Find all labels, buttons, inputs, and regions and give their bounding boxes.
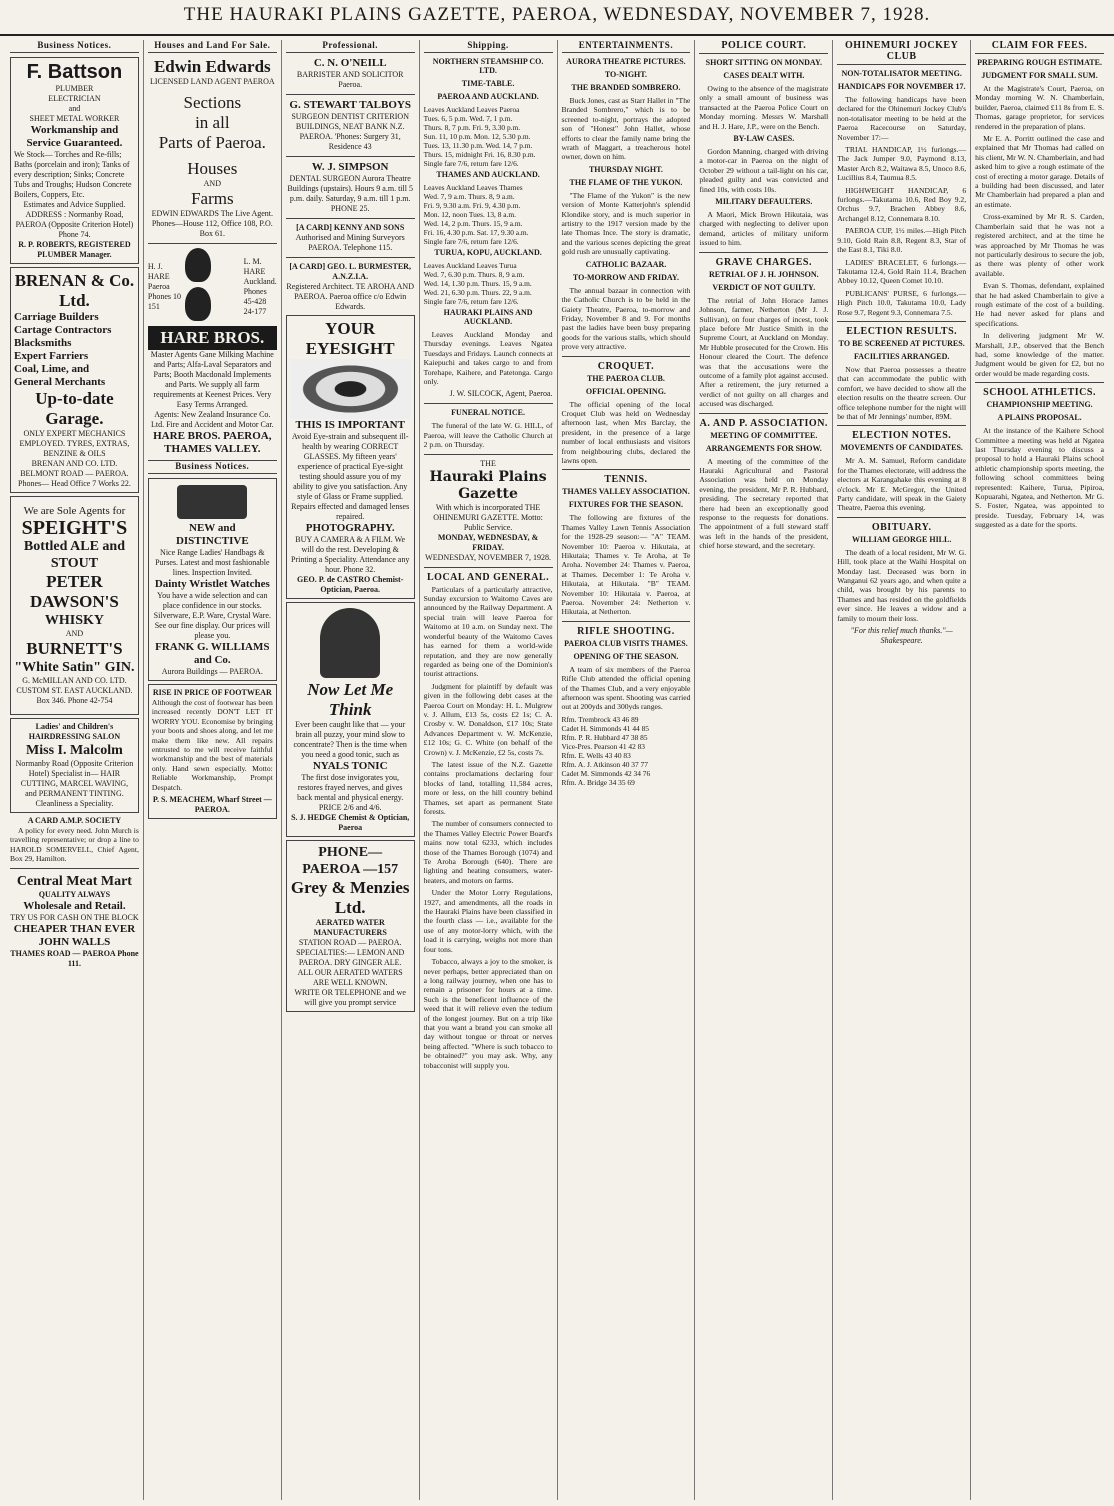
divider [424, 403, 553, 404]
battson-address: ADDRESS : Normanby Road, PAEROA (Opposite Criterion Hotel) Phone 74. [15, 210, 134, 239]
article-paragraph: In delivering judgment Mr W. Marshall, J.P., observed that the Bench had, some knowledge of the matter. Judgment would be given for £2, but no order would be made regarding costs. [975, 331, 1104, 378]
military-text: A Maori, Mick Brown Hikutaia, was charged with neglecting to deliver upon demand, articles of military uniform issued to him. [699, 210, 829, 248]
shipping-company: NORTHERN STEAMSHIP CO. LTD. [432, 57, 544, 75]
meat-quality: QUALITY ALWAYS [38, 889, 111, 899]
ap-title: A. AND P. ASSOCIATION. [699, 417, 828, 429]
divider [286, 94, 415, 95]
column-2 [144, 40, 282, 1500]
article-paragraph: TRIAL HANDICAP, 1½ furlongs.—The Jack Jumper 9.0, Paymond 8.13, Master Arch 8.2, Waitawa 8.5, Unoco 8.6, Lucillius 8.4, Taumua 8.5. [837, 145, 967, 183]
battson-stock: We Stock— Torches and Re-fills; Baths (porcelain and iron); Tanks of every description; Sinks; Concrete Tubs and Troughs; Hudson Concrete Boilers, Coppers, Etc. [14, 150, 132, 199]
mcmillan-address: G. McMILLAN AND CO. LTD. CUSTOM ST. EAST AUCKLAND. Box 346. Phone 42-754 [16, 676, 133, 705]
timetable-row: Tues. 6, 5 p.m. Wed. 7, 1 p.m. [423, 114, 513, 123]
column-4 [420, 40, 558, 1500]
article-paragraph: The number of consumers connected to the Thames Valley Electric Power Board's mains now total 6233, which includes those of the Thames Borough (1074) and Te Aroha Borough (640). There are lighting and heating consumers, water-heaters, and motors on farms. [423, 819, 553, 885]
grey-menzies-ad [286, 840, 415, 1012]
score-row: Rfm. Trembrock 43 46 89 [561, 714, 639, 724]
footwear-ad [148, 684, 277, 819]
aerated-title: AERATED WATER MANUFACTURERS [313, 918, 387, 937]
divider [837, 425, 966, 426]
meat-wholesale: Wholesale and Retail. [23, 899, 126, 912]
write-note: WRITE OR TELEPHONE and we will give you prompt service [294, 988, 406, 1007]
score-row: Cadet H. Simmonds 41 44 85 [561, 723, 649, 733]
meat-cheaper: CHEAPER THAN EVER JOHN WALLS [13, 922, 136, 948]
salon-ad [10, 718, 139, 813]
garage-title: Up-to-date Garage. [35, 389, 114, 428]
grave-text: The retrial of John Horace James Johnson, farmer, Netherton (Mr J. J. Sullivan), on four charges of incest, took place before Mr Justice Smith in the Supreme Court, at Auckland on Monday. Mr Hubble prosecuted for the Crown. His Honour cleared the Court. The defence was that the accusations were the outcome of a family plot against accused. After a retirement, the jury returned a verdict of not guilty on all charges and accused was discharged. [699, 295, 829, 409]
think-text: Ever been caught like that — your brain all puzzy, your mind slow to concentrate? Then is the time when you need a good tonic, such as [293, 720, 407, 759]
williams-address: Aurora Buildings — PAEROA. [161, 667, 263, 676]
ta-timetable [424, 183, 553, 246]
timetable-row: Wed. 7, 9 a.m. Thurs. 8, 9 a.m. [423, 192, 515, 201]
timetable-row: Wed. 14, 2 p.m. Thurs. 15, 9 a.m. [423, 219, 523, 228]
jockey-body [837, 95, 966, 317]
brenan-name: BRENAN & Co. Ltd. [14, 271, 135, 310]
hp-agent: J. W. SILCOCK, Agent, Paeroa. [449, 389, 553, 399]
edwards-address: EDWIN EDWARDS The Live Agent. Phones—House 112, Office 108, P.O. Box 61. [151, 209, 273, 238]
burmester-title: Registered Architect. TE AROHA AND PAEROA. Paeroa office c/o Edwin Edwards. [286, 282, 414, 311]
grave-title: GRAVE CHARGES. [715, 256, 812, 268]
bazaar-sub: TO-MORROW AND FRIDAY. [572, 272, 679, 282]
article-paragraph: PAEROA CUP, 1½ miles.—High Pitch 9.10, Gold Rain 8.8, Regent 8.3, Star of the East 8.1, Tiki 8.0. [837, 226, 967, 255]
battson-ad [10, 57, 139, 264]
hare-agents: Agents: New Zealand Insurance Co. Ltd. Fire and Accident and Motor Car. [150, 410, 274, 429]
croquet-opening: OFFICIAL OPENING. [585, 386, 666, 396]
hare-right: L. M. HARE Auckland. Phones 45-428 24-177 [243, 257, 277, 316]
burnett-name: BURNETT'S [26, 639, 123, 658]
eye-icon [290, 359, 411, 419]
ap-text: A meeting of the committee of the Hauraki Agricultural and Pastoral Association was held on Monday evening, the president, Mr P. R. Hubbard, presiding. The secretary reported that there had been an exceptionally good response to the requests for donations. The appointment of a full steward staff was left in the hands of the president, chief horse steward, and the secretary. [699, 456, 829, 551]
tennis-sub: THAMES VALLEY ASSOCIATION. [562, 487, 690, 497]
oneill-title: BARRISTER AND SOLICITOR Paeroa. [296, 70, 404, 89]
column-heading: ENTERTAINMENTS. [562, 40, 691, 53]
election-results-facilities: FACILITIES ARRANGED. [853, 351, 950, 361]
footwear-text: Although the cost of footwear has been increased recently DON'T LET IT WORRY YOU. Economise by bringing your boots and shoes along, and let me make them like new. All repairs entrusted to me will receive faithful workmanship and the best of materials only. Hand sewn especially. Motto: Reliable Workmanship, Prompt Despatch. [151, 698, 273, 792]
police-cases: CASES DEALT WITH. [723, 71, 805, 80]
specialties: SPECIALTIES:— LEMON AND PAEROA. DRY GINGER ALE. [296, 948, 405, 967]
amp-ad [10, 816, 139, 864]
phone-line: PHONE—PAEROA —157 [302, 845, 399, 877]
burmester-name: [A CARD] GEO. L. BURMESTER, A.N.Z.I.A. [289, 262, 411, 281]
ap-sub: MEETING OF COMMITTEE. [710, 430, 818, 440]
rifle-scores [562, 715, 691, 787]
score-row: Rfm. A. Bridge 34 35 69 [561, 777, 635, 787]
tk-title: TURUA, KOPU, AUCKLAND. [434, 248, 542, 257]
jockey-handicaps: HANDICAPS FOR NOVEMBER 17. [837, 82, 966, 91]
obituary-title: OBITUARY. [871, 521, 932, 533]
hare-icon [185, 248, 211, 282]
divider [424, 454, 553, 455]
score-row: Rfm. P. R. Hubbard 47 38 85 [561, 732, 648, 742]
battson-trade: PLUMBER ELECTRICIAN and SHEET METAL WORKER [29, 84, 120, 123]
timetable-row: Wed. 7, 6.30 p.m. Thurs. 8, 9 a.m. [423, 270, 525, 279]
timetable-row: Leaves Auckland Leaves Turua [423, 261, 517, 270]
timetable-row: Sun. 11, 10 p.m. Mon. 12, 5.30 p.m. [423, 132, 531, 141]
aerated-note: ALL OUR AERATED WATERS ARE WELL KNOWN. [297, 968, 403, 987]
score-row: Rfm. A. J. Atkinson 40 37 77 [561, 759, 648, 769]
election-notes-sub: MOVEMENTS OF CANDIDATES. [840, 443, 963, 453]
new-text: Nice Range Ladies' Handbags & Purses. Latest and most fashionable lines. Inspection Invited. [155, 548, 270, 577]
divider [424, 567, 553, 568]
dawson-name: PETER DAWSON'S [30, 572, 119, 611]
score-row: Cadet M. Simmonds 42 34 76 [561, 768, 651, 778]
tennis-text: The following are fixtures of the Thames Valley Lawn Tennis Association for the 1928-29 season:— "A" TEAM. November 10: Paeroa v. Hikutaia, at Hikutaia; Thames v. Te Aroha, at Te Aroha. November 24: Thames v. Paeroa, at Thames. December 1: Te Aroha v. Hikutaia, at Hikutaia. "B" TEAM. November 10: Hikutaia v. Paeroa, at Paeroa. November 24: Netherton v. Hikutaia, at Netherton. [561, 513, 691, 617]
divider [837, 517, 966, 518]
column-5 [558, 40, 696, 1500]
obituary-quote: "For this relief much thanks."—Shakespeare. [850, 626, 953, 646]
bylaw-text: Gordon Manning, charged with driving a motor-car in Paeroa on the night of October 29 without a tail-light on his car, pleaded guilty and was convicted and fined 10s, with costs 10s. [699, 147, 829, 194]
whisky-label: WHISKY [44, 613, 104, 628]
hare-icon [185, 287, 211, 321]
column-8 [971, 40, 1108, 1500]
kenny-title: Authorised and Mining Surveyors PAEROA. Telephone 115. [295, 233, 405, 252]
tennis-fixtures: FIXTURES FOR THE SEASON. [568, 500, 683, 510]
timetable-row: Leaves Auckland Leaves Paeroa [423, 105, 520, 114]
simpson-title: DENTAL SURGEON Aurora Theatre Buildings (upstairs). Hours 9 a.m. till 5 p.m. daily. Saturday, 9 a.m. till 1 p.m. PHONE 25. [287, 174, 413, 213]
column-6 [695, 40, 833, 1500]
divider [975, 382, 1104, 383]
rifle-title: RIFLE SHOOTING. [577, 625, 675, 637]
speights-ale: Bottled ALE and STOUT [23, 539, 125, 571]
column-heading: Houses and Land For Sale. [148, 40, 277, 53]
photography-text: BUY A CAMERA & A FILM. We will do the rest. Developing & Printing a Speciality. Attendance any hour. Phone 32. [291, 535, 410, 574]
gazette-name: Hauraki Plains Gazette [429, 468, 547, 502]
salon-owner: Miss I. Malcolm [26, 743, 123, 758]
bazaar-text: The annual bazaar in connection with the Catholic Church is to be held in the Gaiety Theatre, Paeroa, to-morrow and Friday, November 8 and 9. For months past the ladies have been busy preparing goods for the various stalls, which should prove very attractive. [561, 285, 691, 352]
grey-name: Grey & Menzies Ltd. [290, 878, 410, 917]
timetable-row: Thurs. 15, midnight Fri. 16, 8.30 p.m. [423, 150, 536, 159]
important-text: Avoid Eye-strain and subsequent ill-health by wearing CORRECT GLASSES. My fifteen years' experience of practical Eye-sight testing should assure you of my ability to give you satisfaction. Any style of Glass or Frame supplied. Repairs effected and damaged lenses repaired. [291, 432, 410, 521]
bylaw-title: BY-LAW CASES. [733, 134, 795, 144]
article-paragraph: HIGHWEIGHT HANDICAP, 6 furlongs.—Takutama 10.6, Red Boy 9.2, Orchus 9.7, Brachen Abbey 8.6, Archangel 8.12, Connemara 8.10. [837, 185, 967, 223]
eyesight-ad [286, 315, 415, 599]
rifle-opening: OPENING OF THE SEASON. [573, 651, 679, 661]
gazette-banner [424, 459, 553, 563]
amp-text: A policy for every need. John Murch is travelling representative; or drop a line to HAROLD SOMERVELL, Chief Agent, Box 29, Hamilton. [10, 826, 139, 864]
pa-title: PAEROA AND AUCKLAND. [437, 92, 539, 101]
masthead: THE HAURAKI PLAINS GAZETTE, PAEROA, WEDNESDAY, NOVEMBER 7, 1928. [0, 4, 1114, 36]
kenny-card [286, 223, 415, 253]
ta-title: THAMES AND AUCKLAND. [436, 170, 540, 179]
hare-logo [181, 248, 244, 326]
battson-tagline: Workmanship and Service Guaranteed. [26, 124, 123, 149]
divider [699, 252, 828, 253]
garage-lines: ONLY EXPERT MECHANICS EMPLOYED. TYRES, EXTRAS, BENZINE & OILS [19, 429, 130, 458]
divider [286, 218, 415, 219]
gazette-days: MONDAY, WEDNESDAY, & FRIDAY. [437, 532, 539, 552]
simpson-name: W. J. SIMPSON [311, 161, 389, 173]
score-row: Vice-Pres. Pearson 41 42 83 [561, 741, 646, 751]
roberts-plumber: R. P. ROBERTS, REGISTERED PLUMBER Manager. [18, 240, 131, 259]
article-paragraph: At the Magistrate's Court, Paeroa, on Monday morning W. N. Chamberlain, builder, Paeroa, claimed £11 8s from E. S. Thomas, garage proprietor, for services rendered in the preparation of plans. [975, 84, 1104, 131]
edwards-houses: Houses [187, 159, 238, 178]
obituary-sub: WILLIAM GEORGE HILL. [852, 534, 952, 544]
column-3 [282, 40, 420, 1500]
article-paragraph: Particulars of a particularly attractive, Sunday excursion to Waitomo Caves are announced by the Railway Department. A special train will leave Paeroa for Waitomo at 10 a.m. on Sunday next. The wonderful beauty of the Waitomo Caves has earned for them a world-wide reputation, and they are now generally regarded as being one of the Dominion's tourist attractions. [423, 584, 553, 679]
article-paragraph: Under the Motor Lorry Regulations, 1927, and amendments, all the roads in the Hauraki Plains have been classified in the fourth class — i.e., available for the use of any motor-lorry which, with the load it is carrying, weighs not more than four tons. [423, 888, 553, 954]
think-title: Now Let Me Think [307, 680, 394, 719]
local-general-body [424, 585, 553, 1070]
meat-ad [10, 873, 139, 969]
claim-title: CLAIM FOR FEES. [975, 40, 1104, 54]
divider [286, 257, 415, 258]
jockey-sub: NON-TOTALISATOR MEETING. [841, 69, 962, 78]
gazette-date: WEDNESDAY, NOVEMBER 7, 1928. [425, 552, 551, 562]
business-heading: Business Notices. [148, 460, 277, 474]
local-general-title: LOCAL AND GENERAL. [427, 571, 550, 583]
talboys-title: SURGEON DENTIST CRITERION BUILDINGS, NEAT BANK N.Z. PAEROA. 'Phones: Surgery 31, Residence 43 [291, 112, 409, 151]
photography-title: PHOTOGRAPHY. [305, 522, 395, 534]
article-paragraph: Cross-examined by Mr R. S. Carden, Chamberlain said that he was not a registered architect, and at the time he was approached by Mr Thomas he was not particularly desirous to secure the job, as there was plenty of other work available. [975, 212, 1104, 278]
timetable-row: Leaves Auckland Leaves Thames [423, 183, 523, 192]
divider [837, 321, 966, 322]
brenan-services: Carriage Builders Cartage Contractors Blacksmiths Expert Farriers Coal, Lime, and General Merchants [14, 311, 112, 388]
simpson-card [286, 161, 415, 214]
eyesight-title: YOUR EYESIGHT [305, 319, 395, 358]
police-sub: SHORT SITTING ON MONDAY. [705, 58, 822, 67]
election-results-text: Now that Paeroa possesses a theatre that can accommodate the public with comfort, we have decided to show all the election results on the theatre screen. Our office telephone number for the night will be that of Mr Jennings' number, 89M. [837, 364, 967, 421]
police-text: Owing to the absence of the magistrate only a small amount of business was transacted at the Paeroa Police Court on Monday morning. Messrs W. Marshall and H. J. Hare, J.P., were on the Bench. [699, 84, 829, 131]
hare-bros-title: HARE BROS. [148, 326, 277, 350]
score-row: Rfm. E. Wells 43 40 83 [561, 750, 631, 760]
timetable-row: Single fare 7/6, return fare 12/6. [423, 237, 519, 246]
amp-title: A CARD A.M.P. SOCIETY [27, 816, 122, 825]
aurora-title: AURORA THEATRE PICTURES. [566, 57, 686, 66]
column-7 [833, 40, 971, 1500]
oneill-name: C. N. O'NEILL [313, 57, 387, 69]
croquet-text: The official opening of the local Croquet Club was held on Wednesday afternoon last, when Mrs Barclay, the president, in the presence of a large number of local enthusiasts and visitors from neighbouring clubs, declared the lawns open. [561, 399, 691, 465]
election-notes-title: ELECTION NOTES. [852, 430, 952, 442]
nyals-title: NYALS TONIC [312, 760, 388, 772]
ap-arrangements: ARRANGEMENTS FOR SHOW. [705, 443, 822, 453]
hare-left: H. J. HARE Paeroa Phones 10 151 [147, 262, 181, 311]
election-results-title: ELECTION RESULTS. [846, 325, 958, 337]
footwear-title: RISE IN PRICE OF FOOTWEAR [152, 688, 272, 697]
meat-try: TRY US FOR CASH ON THE BLOCK [10, 912, 139, 922]
edwards-title: LICENSED LAND AGENT PAEROA [149, 77, 275, 86]
brenan-ad [10, 267, 139, 493]
article-paragraph: LADIES' BRACELET, 6 furlongs.—Takutama 12.4, Gold Rain 11.4, Brachen Abbey 10.12, Queen Comet 10.10. [837, 257, 967, 286]
article-paragraph: PUBLICANS' PURSE, 6 furlongs.—High Pitch 10.0, Takutama 10.0, Lady Rose 9.7, Regent 9.3, Connemara 7.5. [837, 288, 967, 317]
watch-title: Dainty Wristlet Watches [154, 578, 270, 590]
yukon-text: "The Flame of the Yukon" is the new version of Monte Katterjohn's splendid Klondike story, and is much superior in artistry to the 1917 version made by the late Thomas Ince. The story is dramatic, and the various scenes depicting the great gold rush are unusually captivating. [561, 190, 691, 257]
divider [699, 413, 828, 414]
athletics-sub: CHAMPIONSHIP MEETING. [986, 400, 1093, 410]
timetable-row: Wed. 14, 1.30 p.m. Thurs. 15, 9 a.m. [423, 279, 532, 288]
and-label: AND [65, 629, 84, 638]
timetable-row: Tues. 13, 11.30 p.m. Wed. 14, 7 p.m. [423, 141, 533, 150]
edwards-ad [148, 57, 277, 239]
battson-name: F. Battson [26, 61, 123, 83]
grave-sub: RETRIAL OF J. H. JOHNSON. [708, 269, 819, 279]
rifle-sub: PAEROA CLUB VISITS THAMES. [564, 638, 688, 648]
station-road: STATION ROAD — PAEROA. [298, 938, 402, 947]
nyals-ad [286, 602, 415, 837]
important-title: THIS IS IMPORTANT [295, 419, 405, 431]
meat-title: Central Meat Mart [16, 873, 132, 889]
obituary-text: The death of a local resident, Mr W. G. Hill, took place at the Waihi Hospital on Monday last. Deceased was born in Wanganui 62 years ago, and when quite a child, was brought by his parents to Thames and has resided on the goldfields ever since. He leaves a widow and a family to mourn their loss. [837, 547, 967, 623]
edwards-sections: Sections in all Parts of Paeroa. [158, 93, 266, 152]
hare-header [148, 248, 277, 326]
pa-timetable [424, 105, 553, 168]
new-title: NEW and DISTINCTIVE [175, 522, 249, 547]
battson-estimates: Estimates and Advice Supplied. [23, 200, 126, 209]
edwards-name: Edwin Edwards [153, 57, 271, 76]
election-notes-text: Mr A. M. Samuel, Reform candidate for the Thames electorate, will address the electors at Karangahake this evening at 8 o'clock. Mr E. McGregor, the United Party candidate, will speak in the Gaiety Theatre, Paeroa this evening. [837, 456, 967, 513]
edwards-farms: Farms [191, 189, 234, 208]
tk-timetable [424, 261, 553, 306]
column-heading: Professional. [286, 40, 415, 53]
tonight-label: TO-NIGHT. [604, 70, 648, 79]
hedge-name: S. J. HEDGE Chemist & Optician, Paeroa [291, 813, 410, 832]
meat-address: THAMES ROAD — PAEROA Phone 111. [10, 948, 139, 968]
sombrero-text: Buck Jones, cast as Starr Hallet in "The Branded Sombrero," which is to be screened to-night, portrays the adopted son of "Honest" John Hallet, whose efforts to clear the family name bring the wrath of Maggart, a treacherous hotel owner, down on him. [561, 96, 691, 162]
hare-details: Master Agents Gane Milking Machine and Parts; Alfa-Laval Separators and Parts; Booth Macdonald Implements and Parts. We supply all farm requirements at Keenest Prices. Very Easy Terms Arranged. [150, 350, 274, 409]
thursday-label: THURSDAY NIGHT. [588, 164, 663, 174]
divider [562, 621, 691, 622]
sombrero-title: THE BRANDED SOMBRERO. [571, 83, 681, 92]
election-results-sub: TO BE SCREENED AT PICTURES. [838, 338, 965, 348]
yukon-title: THE FLAME OF THE YUKON. [569, 177, 683, 187]
williams-ad [148, 478, 277, 681]
williams-name: FRANK G. WILLIAMS and Co. [155, 641, 270, 666]
divider [148, 243, 277, 244]
column-heading: Business Notices. [10, 40, 139, 53]
nyals-text: The first dose invigorates you, restores frayed nerves, and gives back mental and physical energy. PRICE 2/6 and 4/6. [297, 773, 404, 812]
hare-footer: HARE BROS. PAEROA, THAMES VALLEY. [153, 430, 272, 455]
timetable-row: Fri. 9, 9.30 a.m. Fri. 9, 4.30 p.m. [423, 201, 521, 210]
athletics-title: SCHOOL ATHLETICS. [983, 387, 1096, 399]
article-paragraph: Evan S. Thomas, defendant, explained that he had asked Chamberlain to give a rough estimate of the cost of a building. He had never asked for plans and specifications. [975, 281, 1104, 328]
gin-label: "White Satin" GIN. [14, 660, 135, 675]
tennis-title: TENNIS. [604, 474, 648, 486]
timetable-row: Mon. 12, noon Tues. 13, 8 a.m. [423, 210, 517, 219]
garage-address: BRENAN AND CO. LTD. BELMONT ROAD — PAEROA. Phones— Head Office 7 Works 22. [18, 459, 131, 488]
speights-name: SPEIGHT'S [21, 517, 128, 539]
timetable-row: Fri. 16, 4.30 p.m. Sat. 17, 9.30 a.m. [423, 228, 529, 237]
claim-body [975, 84, 1104, 378]
divider [562, 356, 691, 357]
timetable-row: Thurs. 8, 7 p.m. Fri. 9, 3.30 p.m. [423, 123, 521, 132]
article-paragraph: Judgment for plaintiff by default was given in the following debt cases at the Paeroa Court on Monday: H. L. Mulgrew v. J. Allum, £13 5s, costs £2 1s; C. A. Crosby v. W. Donaldson, £17 10s; State Advances Department v. W. McKenzie, £12 10s; G. C. White (on behalf of the Crown) v. J. McKenzie, £2 5s, costs 7s. [423, 681, 553, 757]
burmester-card [286, 262, 415, 312]
gazette-the: THE [480, 458, 496, 468]
hp-text: Leaves Auckland Monday and Thursday evenings. Leaves Ngatea Tuesdays and Fridays. Launch connects at Kaiepuchi and takes cargo to and from Torehape, Kaihere, and Patetonga. Cargo only. [423, 330, 553, 387]
gazette-sub: With which is incorporated THE OHINEMURI GAZETTE. Motto: Public Service. [433, 502, 543, 532]
divider [10, 868, 139, 869]
timetable-title: TIME-TABLE. [461, 79, 515, 88]
article-paragraph: The latest issue of the N.Z. Gazette contains proclamations declaring four blocks of land, totalling 11,584 acres, more or less, on the hill country behind Thames, set apart as permanent State forests. [423, 759, 553, 816]
article-paragraph: Tobacco, always a joy to the smoker, is never perhaps, better appreciated than on a long railway journey, when one has to remain a prisoner for hours at a time. Such is the beneficent influence of the weed that it will relieve even the tedium of the longest journey. But on a trip like that you want a brand you can smoke all day without tongue or throat or nerves being affected. "Where is such tobacco to be obtained?" you may ask. Why, any tobacconist will supply you. [423, 957, 553, 1070]
athletics-text: At the instance of the Kaihere School Committee a meeting was held at Ngatea last Thursday evening to discuss a proposal to hold a Hauraki Plains school athletic championship sports meeting, the following school committees being represented: Kaihere, Turua, Pipiroa, Kopuarahi, Ngatea, and Netherton. Mr G. S. Foster, Ngatea, was appointed to preside. Tuesday, February 14, was suggested as a date for the sports. [975, 426, 1104, 530]
divider [286, 156, 415, 157]
speights-intro: We are Sole Agents for [23, 505, 126, 517]
hp-title: HAURAKI PLAINS AND AUCKLAND. [443, 308, 533, 326]
divider [562, 469, 691, 470]
oneill-card [286, 57, 415, 90]
salon-title: Ladies' and Children's HAIRDRESSING SALON [28, 722, 121, 741]
columns [6, 40, 1108, 1500]
speights-ad [10, 496, 139, 715]
salon-details: Normanby Road (Opposite Criterion Hotel) Specialist in— HAIR CUTTING, MARCEL WAVING, and PERMANENT TINTING. Cleanliness a Speciality. [15, 759, 134, 808]
castro-name: GEO. P. de CASTRO Chemist-Optician, Paeroa. [296, 575, 404, 594]
timetable-row: Wed. 21, 6.30 p.m. Thurs. 22, 9 a.m. [423, 288, 532, 297]
column-heading: Shipping. [424, 40, 553, 53]
and-label: AND [203, 179, 221, 188]
rifle-text: A team of six members of the Paeroa Rifle Club attended the official opening of the Thames Club, and a very enjoyable afternoon was spent. Shooting was carried out at 200yds and 300yds ranges. [561, 664, 691, 712]
police-title: POLICE COURT. [699, 40, 828, 54]
jockey-title: OHINEMURI JOCKEY CLUB [837, 40, 966, 65]
column-1 [6, 40, 144, 1500]
footwear-owner: P. S. MEACHEM, Wharf Street — PAEROA. [152, 795, 272, 815]
croquet-title: CROQUET. [597, 360, 655, 372]
thinking-man-icon [320, 608, 380, 678]
funeral-text: The funeral of the late W. G. HILL, of Paeroa, will leave the Catholic Church at 2 p.m. on Thursday. [423, 421, 553, 450]
handbag-icon [177, 485, 247, 519]
military-title: MILITARY DEFAULTERS. [715, 197, 813, 207]
claim-judgment: JUDGMENT FOR SMALL SUM. [981, 71, 1098, 80]
timetable-row: Single fare 7/6, return fare 12/6. [423, 159, 519, 168]
funeral-title: FUNERAL NOTICE. [451, 408, 525, 418]
grave-verdict: VERDICT OF NOT GUILTY. [712, 282, 816, 292]
article-paragraph: Mr E. A. Porritt outlined the case and explained that Mr Thomas had called on his client, Mr W. N. Chamberlain, and had asked him to give a rough estimate of the cost of erecting a motor garage. Details of a building had been discussed, and later Mr Chamberlain had prepared a plan and an estimate. [975, 134, 1104, 209]
bazaar-title: CATHOLIC BAZAAR. [585, 259, 667, 269]
timetable-row: Single fare 7/6, return fare 12/6. [423, 297, 519, 306]
talboys-card [286, 99, 415, 152]
croquet-sub: THE PAEROA CLUB. [587, 373, 665, 383]
watch-text: You have a wide selection and can place confidence in our stocks. Silverware, E.P. Ware, Crystal Ware. See our fine display. Our prices will please you. [153, 591, 271, 640]
talboys-name: G. STEWART TALBOYS [289, 99, 411, 111]
claim-sub: PREPARING ROUGH ESTIMATE. [977, 58, 1102, 67]
kenny-name: [A CARD] KENNY AND SONS [296, 223, 405, 232]
article-paragraph: The following handicaps have been declared for the Ohinemuri Jockey Club's non-totalisator meeting to be held at the Paeroa Racecourse on Saturday, November 17:— [837, 95, 967, 142]
athletics-proposal: A PLAINS PROPOSAL. [997, 413, 1082, 423]
